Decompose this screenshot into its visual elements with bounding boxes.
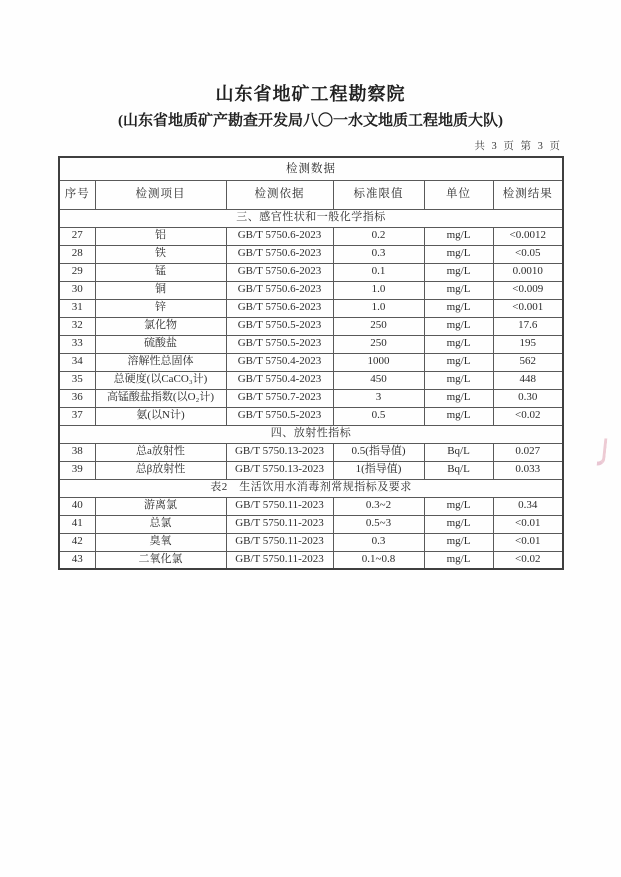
cell-method: GB/T 5750.6-2023 bbox=[226, 299, 333, 317]
cell-item: 游离氯 bbox=[95, 497, 226, 515]
column-header-result: 检测结果 bbox=[493, 180, 563, 209]
cell-no: 28 bbox=[59, 245, 95, 263]
cell-result: <0.0012 bbox=[493, 227, 563, 245]
cell-item: 氨(以N计) bbox=[95, 407, 226, 425]
cell-method: GB/T 5750.11-2023 bbox=[226, 533, 333, 551]
cell-method: GB/T 5750.11-2023 bbox=[226, 515, 333, 533]
cell-item: 总氯 bbox=[95, 515, 226, 533]
cell-result: <0.009 bbox=[493, 281, 563, 299]
cell-limit: 0.5 bbox=[333, 407, 424, 425]
cell-no: 31 bbox=[59, 299, 95, 317]
cell-method: GB/T 5750.6-2023 bbox=[226, 245, 333, 263]
table-row bbox=[59, 317, 563, 335]
table-row bbox=[59, 515, 563, 533]
cell-item: 溶解性总固体 bbox=[95, 353, 226, 371]
cell-unit: mg/L bbox=[424, 371, 493, 389]
table-row bbox=[59, 389, 563, 407]
column-header-method: 检测依据 bbox=[226, 180, 333, 209]
table-row bbox=[59, 533, 563, 551]
cell-unit: mg/L bbox=[424, 299, 493, 317]
table-row bbox=[59, 353, 563, 371]
cell-no: 38 bbox=[59, 443, 95, 461]
cell-limit: 250 bbox=[333, 317, 424, 335]
table-row bbox=[59, 263, 563, 281]
cell-item: 总a放射性 bbox=[95, 443, 226, 461]
cell-method: GB/T 5750.13-2023 bbox=[226, 461, 333, 479]
report-header bbox=[0, 0, 621, 130]
cell-no: 30 bbox=[59, 281, 95, 299]
cell-limit: 450 bbox=[333, 371, 424, 389]
cell-result: <0.01 bbox=[493, 533, 563, 551]
table-row bbox=[59, 227, 563, 245]
table-row bbox=[59, 245, 563, 263]
cell-result: <0.02 bbox=[493, 551, 563, 569]
cell-unit: mg/L bbox=[424, 407, 493, 425]
cell-unit: Bq/L bbox=[424, 443, 493, 461]
cell-method: GB/T 5750.7-2023 bbox=[226, 389, 333, 407]
section-header-row bbox=[59, 479, 563, 497]
cell-result: <0.05 bbox=[493, 245, 563, 263]
cell-result: 448 bbox=[493, 371, 563, 389]
table-row bbox=[59, 335, 563, 353]
column-header-limit: 标准限值 bbox=[333, 180, 424, 209]
cell-unit: mg/L bbox=[424, 227, 493, 245]
cell-item: 总β放射性 bbox=[95, 461, 226, 479]
cell-no: 37 bbox=[59, 407, 95, 425]
cell-limit: 0.5~3 bbox=[333, 515, 424, 533]
cell-unit: mg/L bbox=[424, 335, 493, 353]
cell-no: 40 bbox=[59, 497, 95, 515]
cell-unit: mg/L bbox=[424, 353, 493, 371]
cell-result: 195 bbox=[493, 335, 563, 353]
cell-unit: mg/L bbox=[424, 317, 493, 335]
cell-limit: 0.1 bbox=[333, 263, 424, 281]
table-row bbox=[59, 497, 563, 515]
cell-limit: 0.1~0.8 bbox=[333, 551, 424, 569]
cell-method: GB/T 5750.11-2023 bbox=[226, 497, 333, 515]
cell-unit: mg/L bbox=[424, 389, 493, 407]
cell-limit: 1(指导值) bbox=[333, 461, 424, 479]
cell-method: GB/T 5750.4-2023 bbox=[226, 371, 333, 389]
cell-item: 氯化物 bbox=[95, 317, 226, 335]
cell-unit: Bq/L bbox=[424, 461, 493, 479]
cell-result: <0.01 bbox=[493, 515, 563, 533]
cell-method: GB/T 5750.4-2023 bbox=[226, 353, 333, 371]
cell-no: 33 bbox=[59, 335, 95, 353]
cell-unit: mg/L bbox=[424, 263, 493, 281]
cell-unit: mg/L bbox=[424, 515, 493, 533]
cell-no: 34 bbox=[59, 353, 95, 371]
organization-subtitle: (山东省地质矿产勘查开发局八〇一水文地质工程地质大队) bbox=[118, 113, 503, 129]
table-row bbox=[59, 461, 563, 479]
table-caption-row bbox=[59, 157, 563, 180]
cell-result: 0.033 bbox=[493, 461, 563, 479]
cell-result: 0.34 bbox=[493, 497, 563, 515]
cell-result: 17.6 bbox=[493, 317, 563, 335]
cell-item: 锌 bbox=[95, 299, 226, 317]
cell-result: <0.02 bbox=[493, 407, 563, 425]
cell-item: 硫酸盐 bbox=[95, 335, 226, 353]
cell-unit: mg/L bbox=[424, 533, 493, 551]
cell-unit: mg/L bbox=[424, 551, 493, 569]
table-row bbox=[59, 281, 563, 299]
cell-item: 臭氧 bbox=[95, 533, 226, 551]
cell-unit: mg/L bbox=[424, 497, 493, 515]
cell-item: 总硬度(以CaCO₃计) bbox=[95, 371, 226, 389]
section-header-label: 三、感官性状和一般化学指标 bbox=[59, 209, 563, 227]
section-header-label: 表2 生活饮用水消毒剂常规指标及要求 bbox=[59, 479, 563, 497]
column-header-item: 检测项目 bbox=[95, 180, 226, 209]
cell-item: 二氧化氯 bbox=[95, 551, 226, 569]
table-row bbox=[59, 299, 563, 317]
table-row bbox=[59, 371, 563, 389]
cell-limit: 0.5(指导值) bbox=[333, 443, 424, 461]
table-row bbox=[59, 407, 563, 425]
cell-unit: mg/L bbox=[424, 245, 493, 263]
cell-limit: 250 bbox=[333, 335, 424, 353]
cell-no: 41 bbox=[59, 515, 95, 533]
cell-limit: 0.2 bbox=[333, 227, 424, 245]
red-stamp-fragment bbox=[597, 438, 608, 467]
cell-method: GB/T 5750.11-2023 bbox=[226, 551, 333, 569]
cell-item: 铝 bbox=[95, 227, 226, 245]
cell-limit: 1.0 bbox=[333, 299, 424, 317]
cell-result: 562 bbox=[493, 353, 563, 371]
cell-item: 铜 bbox=[95, 281, 226, 299]
cell-limit: 1.0 bbox=[333, 281, 424, 299]
cell-method: GB/T 5750.6-2023 bbox=[226, 281, 333, 299]
cell-no: 39 bbox=[59, 461, 95, 479]
table-body bbox=[59, 209, 563, 569]
test-results-table bbox=[58, 156, 564, 570]
cell-result: 0.0010 bbox=[493, 263, 563, 281]
cell-method: GB/T 5750.5-2023 bbox=[226, 335, 333, 353]
column-header-unit: 单位 bbox=[424, 180, 493, 209]
section-header-row bbox=[59, 209, 563, 227]
cell-method: GB/T 5750.6-2023 bbox=[226, 263, 333, 281]
cell-no: 36 bbox=[59, 389, 95, 407]
cell-limit: 0.3 bbox=[333, 533, 424, 551]
column-header-no: 序号 bbox=[59, 180, 95, 209]
cell-no: 42 bbox=[59, 533, 95, 551]
table-row bbox=[59, 443, 563, 461]
section-header-row bbox=[59, 425, 563, 443]
cell-limit: 0.3 bbox=[333, 245, 424, 263]
table-caption: 检测数据 bbox=[59, 157, 563, 180]
cell-item: 锰 bbox=[95, 263, 226, 281]
cell-no: 27 bbox=[59, 227, 95, 245]
cell-limit: 0.3~2 bbox=[333, 497, 424, 515]
cell-method: GB/T 5750.13-2023 bbox=[226, 443, 333, 461]
table-row bbox=[59, 551, 563, 569]
cell-item: 高锰酸盐指数(以O₂计) bbox=[95, 389, 226, 407]
cell-result: <0.001 bbox=[493, 299, 563, 317]
cell-no: 32 bbox=[59, 317, 95, 335]
page-number-marker: 共 3 页 第 3 页 bbox=[474, 141, 562, 152]
cell-method: GB/T 5750.5-2023 bbox=[226, 407, 333, 425]
cell-no: 29 bbox=[59, 263, 95, 281]
cell-method: GB/T 5750.5-2023 bbox=[226, 317, 333, 335]
cell-unit: mg/L bbox=[424, 281, 493, 299]
cell-no: 43 bbox=[59, 551, 95, 569]
cell-no: 35 bbox=[59, 371, 95, 389]
cell-result: 0.027 bbox=[493, 443, 563, 461]
section-header-label: 四、放射性指标 bbox=[59, 425, 563, 443]
cell-limit: 1000 bbox=[333, 353, 424, 371]
cell-result: 0.30 bbox=[493, 389, 563, 407]
table-header-row bbox=[59, 180, 563, 209]
cell-method: GB/T 5750.6-2023 bbox=[226, 227, 333, 245]
cell-item: 铁 bbox=[95, 245, 226, 263]
organization-title: 山东省地矿工程勘察院 bbox=[215, 84, 406, 104]
cell-limit: 3 bbox=[333, 389, 424, 407]
